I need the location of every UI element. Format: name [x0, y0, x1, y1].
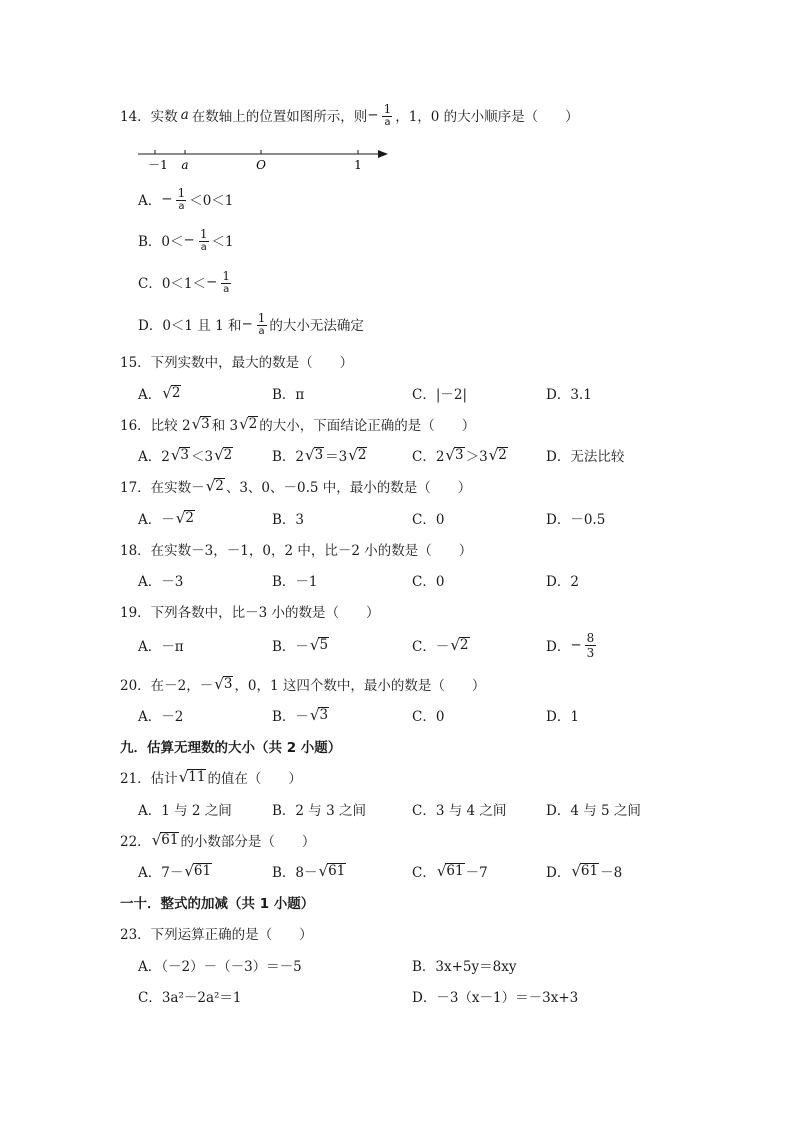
stem-text: 的小数部分是（ ）	[180, 834, 316, 850]
q22-option-a	[138, 860, 213, 882]
sqrt-argument: 61	[193, 863, 212, 880]
fraction-denominator: 3	[586, 645, 595, 660]
fraction-numerator: 1	[177, 185, 186, 200]
q14-option-a	[138, 185, 234, 212]
q18-options	[0, 569, 794, 591]
q20-options	[0, 704, 794, 726]
fraction-numerator: 1	[383, 101, 392, 116]
sqrt-argument: 61	[580, 863, 599, 880]
sqrt-argument: 2	[171, 385, 181, 402]
q18-option-b: B．－1	[272, 574, 318, 590]
q23-option-d: D．－3（x－1）＝－3x+3	[412, 990, 579, 1006]
q19-option-b	[272, 634, 330, 656]
q22-stem	[120, 829, 315, 851]
sqrt-argument: 3	[314, 447, 324, 464]
q21-option-b: B．2 与 3 之间	[272, 803, 366, 819]
option-label: C．	[138, 276, 162, 292]
q14-stem	[120, 101, 579, 128]
stem-text: 17．在实数－	[120, 480, 205, 496]
fraction-denominator: a	[178, 200, 185, 212]
sqrt-expression: √ 3	[170, 445, 189, 464]
q17-stem	[120, 475, 471, 497]
q17-option-d: D．－0.5	[546, 512, 606, 528]
q23-option-a: A．（－2）－（－3）＝－5	[138, 959, 302, 975]
sqrt-expression: √ 61	[318, 861, 346, 880]
sqrt-expression: √ 3	[309, 705, 329, 724]
q19-option-c	[412, 634, 471, 656]
stem-text: 、3、0、－0.5 中，最小的数是（ ）	[225, 480, 472, 496]
fraction-numerator: 8	[586, 630, 595, 645]
q18-option-d: D．2	[546, 574, 579, 590]
stem-text: ，0，1 这四个数中，最小的数是（ ）	[234, 678, 486, 694]
option-text: A．2	[138, 449, 170, 465]
fraction-one-over-a	[220, 270, 232, 295]
stem-text: 22．	[120, 834, 151, 850]
option-label: D．0＜1 且 1 和	[138, 318, 242, 334]
number-line-arrow	[378, 150, 388, 158]
fraction-one-over-a	[256, 312, 268, 337]
q23-option-b: B．3x+5y＝8xy	[412, 959, 517, 975]
option-text: D．	[546, 865, 571, 881]
sqrt-argument: 61	[328, 863, 346, 880]
q23-option-c: C．3a²－2a²＝1	[138, 990, 242, 1006]
sqrt-argument: 3	[454, 447, 464, 464]
stem-text: 21．估计	[120, 771, 178, 787]
q16-options	[0, 444, 794, 466]
q21-option-d: D．4 与 5 之间	[546, 803, 641, 819]
sqrt-expression: √ 2	[450, 635, 469, 654]
fraction-one-over-a	[198, 228, 210, 253]
q20-option-a: A．－2	[138, 709, 184, 725]
option-text: －7	[465, 865, 488, 881]
minus-sign: −	[161, 191, 173, 207]
q23-options-row2	[0, 985, 794, 1007]
sqrt-expression: √ 11	[178, 767, 206, 786]
option-text: A．7－	[138, 865, 184, 881]
stem-text: 的值在（ ）	[207, 771, 302, 787]
option-text: C．	[412, 865, 436, 881]
q14-option-b	[138, 226, 234, 253]
sqrt-argument: 3	[180, 447, 189, 464]
option-label: A．	[138, 193, 162, 209]
fraction-numerator: 1	[257, 310, 266, 325]
sqrt-expression: √ 2	[162, 383, 181, 402]
fraction-numerator: 1	[222, 268, 230, 283]
label-minus-one: －1	[148, 158, 168, 172]
sqrt-expression: √ 2	[239, 414, 258, 433]
sqrt-expression: √ 2	[488, 445, 507, 464]
q19-stem: 19．下列各数中，比－3 小的数是（ ）	[120, 605, 380, 621]
label-a: a	[181, 158, 189, 172]
q15-option-a	[138, 382, 182, 404]
option-label: B．	[138, 234, 162, 250]
option-text: ＞3	[465, 449, 488, 465]
sqrt-expression: √ 61	[436, 861, 464, 880]
option-text: 0＜	[161, 234, 184, 250]
sqrt-expression: √ 2	[205, 476, 224, 495]
q17-options	[0, 507, 794, 529]
q22-option-c	[412, 860, 488, 882]
sqrt-expression: √ 2	[214, 445, 233, 464]
sqrt-argument: 2	[459, 637, 469, 654]
label-one: 1	[354, 158, 362, 172]
sqrt-expression: √ 61	[151, 830, 179, 849]
sqrt-argument: 2	[215, 478, 224, 495]
q16-option-d: D．无法比较	[546, 449, 625, 465]
q14-var-a: a	[180, 107, 189, 123]
fraction-one-over-a	[382, 103, 394, 128]
sqrt-expression: √ 3	[214, 674, 233, 693]
sqrt-argument: 3	[223, 676, 233, 693]
option-text: 0＜1＜	[161, 276, 207, 292]
sqrt-expression: √ 3	[305, 445, 324, 464]
option-text: C．－	[412, 639, 450, 655]
stem-text: 的大小，下面结论正确的是（ ）	[259, 418, 476, 434]
q18-option-c: C．0	[412, 574, 445, 590]
option-text: C．2	[412, 449, 445, 465]
option-label: A．	[138, 387, 162, 403]
fraction-one-over-a	[176, 187, 188, 212]
q16-stem	[120, 413, 475, 435]
sqrt-expression: √ 3	[191, 414, 210, 433]
minus-sign: −	[367, 107, 379, 123]
option-text: ＜3	[191, 449, 214, 465]
section-heading-9: 九．估算无理数的大小（共 2 小题）	[120, 740, 342, 756]
sqrt-argument: 11	[188, 769, 206, 786]
minus-sign: −	[570, 637, 582, 653]
sqrt-argument: 2	[185, 510, 194, 527]
q22-option-b	[272, 860, 347, 882]
q20-option-d: D．1	[546, 709, 579, 725]
sqrt-argument: 3	[319, 707, 329, 724]
label-origin: O	[256, 158, 266, 172]
fraction-denominator: a	[384, 116, 391, 128]
q20-stem	[120, 673, 485, 695]
minus-sign: −	[183, 232, 195, 248]
section-heading-10: 一十．整式的加减（共 1 小题）	[120, 896, 315, 912]
sqrt-expression: √ 5	[309, 635, 329, 654]
q16-option-c	[412, 444, 509, 466]
q14-stem-suffix: ，1，0 的大小顺序是（ ）	[395, 109, 579, 125]
sqrt-expression: √ 2	[175, 508, 194, 527]
q14-stem-prefix: 14．实数	[120, 109, 178, 125]
q16-option-b	[272, 444, 368, 466]
option-text: ＜1	[211, 234, 234, 250]
option-text: B．－	[272, 709, 309, 725]
number-line-figure	[138, 143, 398, 173]
fraction-denominator: a	[223, 283, 230, 295]
q19-option-a: A．－π	[138, 639, 184, 655]
fraction-denominator: a	[200, 241, 207, 253]
q15-option-d: D．3.1	[546, 387, 592, 403]
sqrt-argument: 5	[319, 637, 329, 654]
q23-stem: 23．下列运算正确的是（ ）	[120, 927, 313, 943]
sqrt-argument: 2	[357, 447, 367, 464]
q22-options	[0, 860, 794, 882]
option-text: 的大小无法确定	[269, 318, 364, 334]
sqrt-argument: 2	[498, 447, 507, 464]
q20-option-b	[272, 704, 330, 726]
fraction-eight-thirds	[585, 632, 597, 659]
fraction-numerator: 1	[199, 226, 208, 241]
sqrt-argument: 61	[161, 832, 179, 849]
q14-stem-mid: 在数轴上的位置如图所示，则	[191, 109, 368, 125]
option-text: －8	[600, 865, 623, 881]
sqrt-expression: √ 61	[184, 861, 212, 880]
q21-option-a: A．1 与 2 之间	[138, 803, 232, 819]
stem-text: 20．在－2，－	[120, 678, 214, 694]
minus-sign: −	[206, 274, 218, 290]
q15-option-c: C．|－2|	[412, 387, 468, 403]
q17-option-c: C．0	[412, 512, 445, 528]
sqrt-argument: 2	[223, 447, 233, 464]
q16-option-a	[138, 444, 234, 466]
option-text: A．－	[138, 512, 175, 528]
q17-option-b: B．3	[272, 512, 305, 528]
sqrt-expression: √ 2	[348, 445, 367, 464]
option-label: D．	[546, 639, 571, 655]
option-text: B．－	[272, 639, 309, 655]
stem-text: 和 3	[211, 418, 239, 434]
q17-option-a	[138, 507, 196, 529]
q14-option-d	[138, 310, 364, 337]
fraction-denominator: a	[258, 325, 265, 337]
q15-option-b: B．π	[272, 387, 305, 403]
q15-options	[0, 382, 794, 404]
q23-options-row1	[0, 954, 794, 976]
q21-option-c: C．3 与 4 之间	[412, 803, 507, 819]
q18-stem: 18．在实数－3，－1，0，2 中，比－2 小的数是（ ）	[120, 543, 473, 559]
q18-option-a: A．－3	[138, 574, 184, 590]
sqrt-expression: √ 61	[571, 861, 599, 880]
sqrt-argument: 3	[201, 416, 210, 433]
q20-option-c: C．0	[412, 709, 445, 725]
stem-text: 16．比较 2	[120, 418, 191, 434]
minus-sign: −	[241, 316, 253, 332]
sqrt-expression: √ 3	[445, 445, 464, 464]
sqrt-argument: 61	[446, 863, 464, 880]
q19-option-d	[546, 630, 598, 660]
option-text: B．8－	[272, 865, 318, 881]
q22-option-d	[546, 860, 622, 882]
option-text: ＜0＜1	[189, 193, 234, 209]
q15-stem: 15．下列实数中，最大的数是（ ）	[120, 355, 354, 371]
q21-stem	[120, 766, 302, 788]
sqrt-argument: 2	[248, 416, 258, 433]
option-text: B．2	[272, 449, 305, 465]
q19-options	[0, 630, 794, 660]
q14-option-c	[138, 268, 234, 295]
q21-options	[0, 798, 794, 820]
option-text: ＝3	[325, 449, 348, 465]
